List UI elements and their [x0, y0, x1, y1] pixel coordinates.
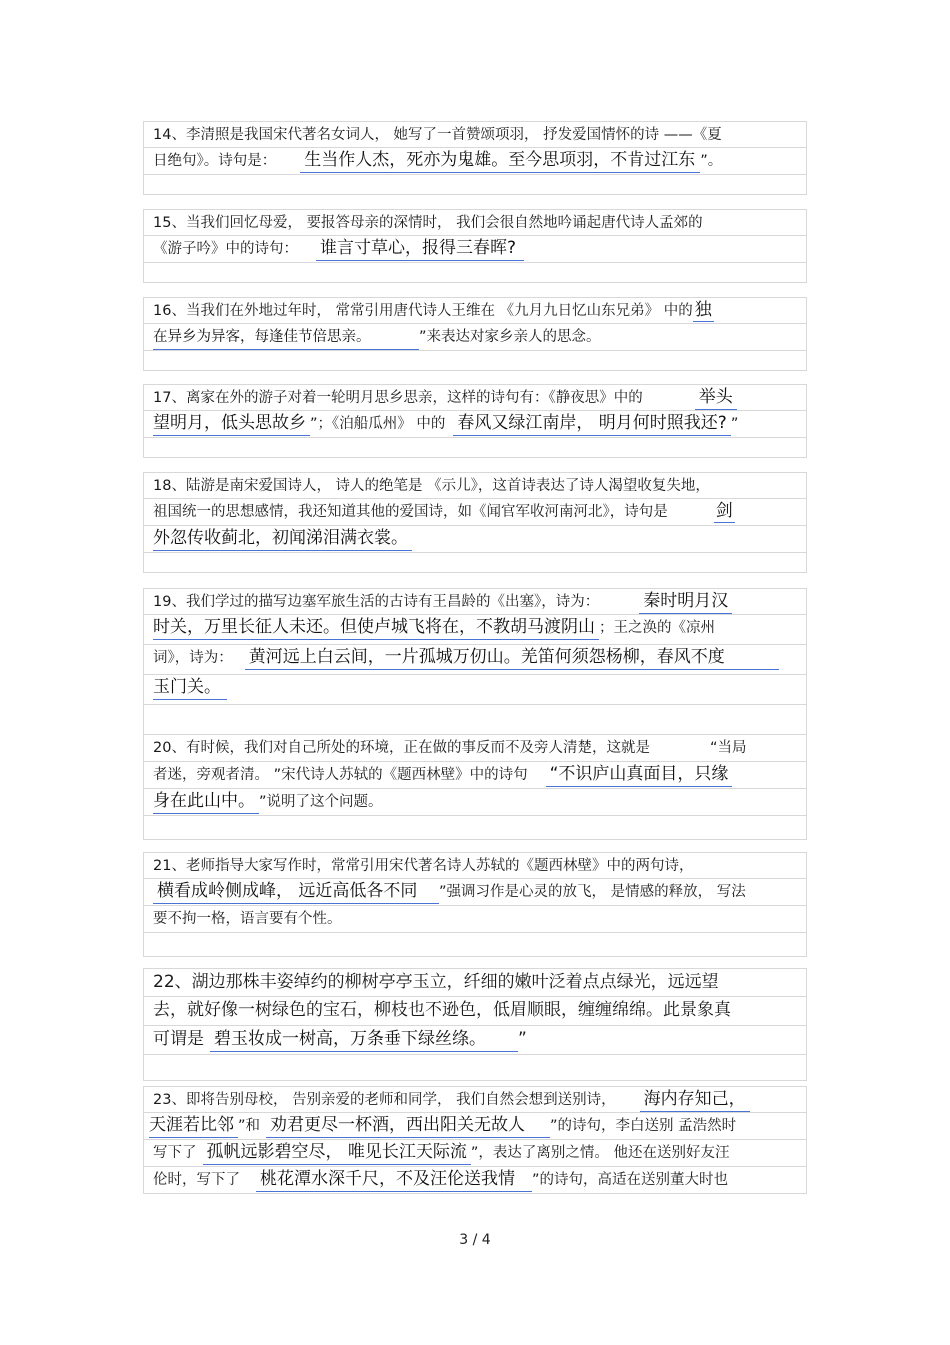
- q23-answer-1-end: 天涯若比邻: [149, 1114, 238, 1138]
- q21-line-1: [143, 852, 807, 879]
- q22-line-2: [143, 997, 807, 1026]
- question-22: [143, 968, 807, 1081]
- q14-line-1: [143, 121, 807, 148]
- q15-text-1: 15、当我们回忆母爱， 要报答母亲的深情时， 我们会很自然地吟诵起唐代诗人孟郊的: [153, 215, 703, 231]
- q20-text-1: 20、有时候，我们对自己所处的环境，正在做的事反而不及旁人清楚，这就是: [153, 740, 650, 756]
- q19-answer-2-end: 玉门关。: [153, 676, 227, 700]
- q16-text-2: ”来表达对家乡亲人的思念。: [419, 329, 601, 345]
- q23-text-4: 写下了: [153, 1145, 197, 1161]
- q20-text-4: ”说明了这个问题。: [259, 794, 383, 810]
- q19-answer-1-start: 秦时明月汉: [639, 590, 732, 614]
- separator: [143, 553, 807, 573]
- q14-text-2: 日绝句》。诗句是：: [153, 153, 277, 169]
- q14-text-1: 14、李清照是我国宋代著名女词人， 她写了一首赞颂项羽， 抒发爱国情怀的诗 ——《夏: [153, 127, 722, 143]
- q21-text-2: ”强调习作是心灵的放飞， 是情感的释放， 写法: [439, 884, 746, 900]
- q22-text-3: 可谓是: [153, 1029, 204, 1049]
- q18-text-2: 祖国统一的思想感情，我还知道其他的爱国诗，如《闻官军收河南河北》，诗句是: [153, 504, 668, 520]
- q21-text-1: 21、老师指导大家写作时，常常引用宋代著名诗人苏轼的《题西林壁》中的两句诗，: [153, 858, 694, 874]
- separator: [143, 816, 807, 840]
- q18-line-2: [143, 499, 807, 526]
- q23-answer-3: 孤帆远影碧空尽， 唯见长江天际流: [203, 1141, 471, 1165]
- q18-line-1: [143, 472, 807, 499]
- q19-line-1: [143, 588, 807, 615]
- page-number: 3 / 4: [459, 1232, 491, 1248]
- q23-text-6: 伦时，写下了: [153, 1172, 240, 1188]
- q22-line-1: [143, 968, 807, 997]
- q15-answer: 谁言寸草心，报得三春晖?: [316, 237, 524, 261]
- q22-line-3: [143, 1026, 807, 1055]
- q20-line-1: [143, 735, 807, 762]
- q17-answer-2: 春风又绿江南岸， 明月何时照我还?: [453, 412, 730, 436]
- q21-line-2: [143, 879, 807, 906]
- q16-answer-start: 独: [694, 300, 712, 320]
- q19-answer-2-start: 黄河远上白云间，一片孤城万仞山。羌笛何须怨杨柳，春风不度: [245, 646, 779, 670]
- q23-answer-1-start: 海内存知己，: [640, 1088, 750, 1112]
- q18-line-3: [143, 526, 807, 553]
- question-18: [143, 472, 807, 573]
- q21-line-3: [143, 906, 807, 933]
- q23-line-4: [143, 1167, 807, 1194]
- q19-line-blank: [143, 705, 807, 735]
- q15-text-2: 《游子吟》中的诗句：: [153, 241, 298, 257]
- q22-text-4: ”: [518, 1029, 527, 1049]
- q21-answer: 横看成岭侧成峰， 远近高低各不同: [153, 880, 439, 904]
- q17-line-1: [143, 384, 807, 411]
- q22-text-2: 去，就好像一树绿色的宝石，柳枝也不逊色，低眉顺眼，缠缠绵绵。此景象真: [153, 1000, 731, 1020]
- question-17: [143, 384, 807, 458]
- q20-answer-end: 身在此山中。: [153, 790, 259, 814]
- q19-answer-1-end: 时关，万里长征人未还。但使卢城飞将在，不教胡马渡阴山: [153, 616, 599, 640]
- separator: [143, 438, 807, 458]
- question-15: [143, 209, 807, 283]
- q19-text-2: ；王之涣的《凉州: [599, 620, 715, 636]
- q23-text-7: ”的诗句，高适在送别董大时也: [532, 1172, 729, 1188]
- q23-text-5: ”，表达了离别之情。 他还在送别好友汪: [470, 1145, 730, 1161]
- q23-line-2: [143, 1113, 807, 1140]
- q17-line-2: [143, 411, 807, 438]
- question-14: [143, 121, 807, 195]
- q15-line-1: [143, 209, 807, 236]
- q23-text-2: ”和: [238, 1118, 261, 1134]
- q17-text-1: 17、离家在外的游子对着一轮明月思乡思亲，这样的诗句有：《静夜思》中的: [153, 390, 643, 406]
- q18-answer-start: 剑: [715, 501, 733, 521]
- q18-answer-end: 外忽传收蓟北，初闻涕泪满衣裳。: [153, 527, 412, 551]
- q16-answer-end: 在异乡为异客，每逢佳节倍思亲。: [153, 326, 419, 350]
- q23-line-1: [143, 1086, 807, 1113]
- q17-answer-1-end: 望明月，低头思故乡: [153, 412, 310, 436]
- q17-answer-1-start: 举头: [695, 386, 737, 410]
- q20-line-3: [143, 789, 807, 816]
- q20-answer-start: “不识庐山真面目，只缘: [546, 763, 733, 787]
- q23-text-3: ”的诗句，李白送别 孟浩然时: [550, 1118, 737, 1134]
- q14-line-2: [143, 148, 807, 175]
- question-16: [143, 297, 807, 371]
- q23-answer-4: 桃花潭水深千尺，不及汪伦送我情: [256, 1168, 532, 1192]
- q19-line-2: [143, 615, 807, 645]
- separator: [143, 175, 807, 195]
- q23-line-3: [143, 1140, 807, 1167]
- q14-answer: 生当作人杰，死亦为鬼雄。至今思项羽，不肯过江东: [300, 149, 700, 173]
- q20-line-2: [143, 762, 807, 789]
- q18-text-1: 18、陆游是南宋爱国诗人， 诗人的绝笔是 《示儿》，这首诗表达了诗人渴望收复失地，: [153, 478, 710, 494]
- q14-text-3: ”。: [700, 153, 723, 169]
- q19-line-3: [143, 645, 807, 675]
- q22-answer: 碧玉妆成一树高，万条垂下绿丝绦。: [210, 1028, 518, 1052]
- q23-text-1: 23、即将告别母校， 告别亲爱的老师和同学， 我们自然会想到送别诗，: [153, 1092, 616, 1108]
- q15-line-2: [143, 236, 807, 263]
- separator: [143, 263, 807, 283]
- question-19: [143, 588, 807, 735]
- question-21: [143, 852, 807, 957]
- question-20: [143, 735, 807, 840]
- q16-line-1: [143, 297, 807, 324]
- q17-text-3: ”: [730, 416, 739, 432]
- q21-text-3: 要不拘一格，语言要有个性。: [153, 911, 342, 927]
- q19-line-4: [143, 675, 807, 705]
- separator: [143, 933, 807, 957]
- q17-text-2: ”；《泊船瓜州》 中的: [310, 416, 446, 432]
- q20-text-2: “当局: [709, 740, 747, 756]
- question-23: [143, 1086, 807, 1194]
- q19-text-3: 词》，诗为：: [153, 650, 233, 666]
- q16-line-2: [143, 324, 807, 351]
- q22-text-1: 22、湖边那株丰姿绰约的柳树亭亭玉立，纤细的嫩叶泛着点点绿光，远远望: [153, 972, 719, 992]
- separator: [143, 351, 807, 371]
- q20-text-3: 者迷，旁观者清。 ”宋代诗人苏轼的《题西林壁》中的诗句: [153, 767, 528, 783]
- separator: [143, 1055, 807, 1081]
- q19-text-1: 19、我们学过的描写边塞军旅生活的古诗有王昌龄的《出塞》，诗为：: [153, 594, 600, 610]
- q23-answer-2: 劝君更尽一杯酒，西出阳关无故人: [266, 1114, 550, 1138]
- q16-text-1: 16、当我们在外地过年时， 常常引用唐代诗人王维在 《九月九日忆山东兄弟》 中的: [153, 303, 693, 319]
